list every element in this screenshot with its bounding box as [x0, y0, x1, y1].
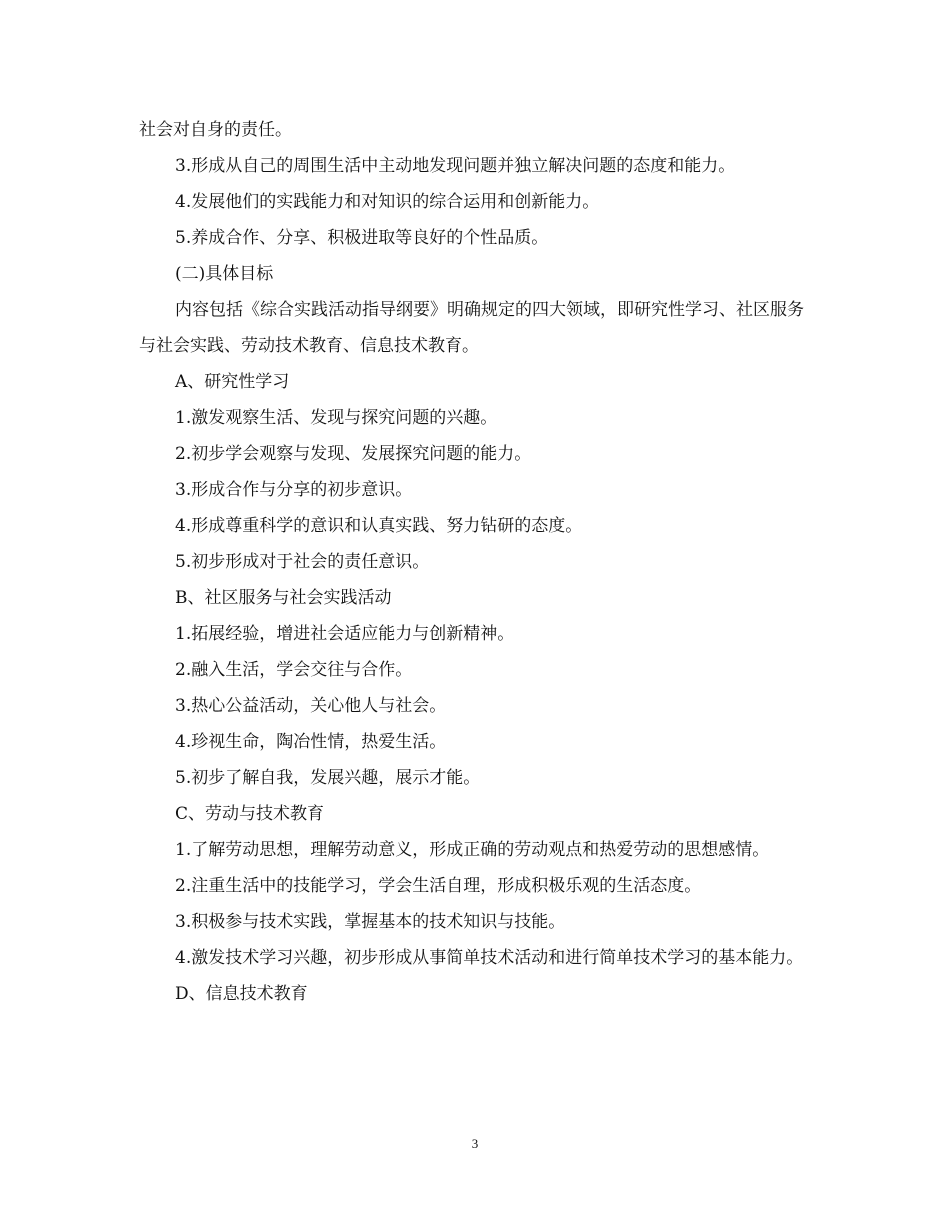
- list-item-c3: 3.积极参与技术实践，掌握基本的技术知识与技能。: [175, 912, 566, 932]
- list-item-a1: 1.激发观察生活、发现与探究问题的兴趣。: [175, 408, 498, 428]
- list-item-b1: 1.拓展经验，增进社会适应能力与创新精神。: [175, 624, 515, 644]
- subheading-labor-technology: C、劳动与技术教育: [175, 804, 325, 824]
- paragraph-content-overview: 内容包括《综合实践活动指导纲要》明确规定的四大领域，即研究性学习、社区服务与社会实践、劳动技术教育、信息技术教育。: [139, 300, 804, 356]
- paragraph-continuation: 社会对自身的责任。: [139, 120, 292, 140]
- section-heading-specific-goals: (二)具体目标: [175, 264, 274, 284]
- list-item-c1: 1.了解劳动思想，理解劳动意义，形成正确的劳动观点和热爱劳动的思想感情。: [175, 840, 770, 860]
- subheading-information-technology: D、信息技术教育: [175, 984, 308, 1004]
- paragraph-goal-5: 5.养成合作、分享、积极进取等良好的个性品质。: [175, 228, 549, 248]
- paragraph-goal-3: 3.形成从自己的周围生活中主动地发现问题并独立解决问题的态度和能力。: [175, 156, 736, 176]
- list-item-a4: 4.形成尊重科学的意识和认真实践、努力钻研的态度。: [175, 516, 583, 536]
- paragraph-goal-4: 4.发展他们的实践能力和对知识的综合运用和创新能力。: [175, 192, 600, 212]
- list-item-b2: 2.融入生活，学会交往与合作。: [175, 660, 413, 680]
- list-item-c4: 4.激发技术学习兴趣，初步形成从事简单技术活动和进行简单技术学习的基本能力。: [175, 948, 804, 968]
- subheading-research-learning: A、研究性学习: [175, 372, 290, 392]
- page-number: 3: [471, 1136, 479, 1151]
- list-item-b4: 4.珍视生命，陶冶性情，热爱生活。: [175, 732, 447, 752]
- subheading-community-service: B、社区服务与社会实践活动: [175, 588, 392, 608]
- list-item-b3: 3.热心公益活动，关心他人与社会。: [175, 696, 447, 716]
- list-item-c2: 2.注重生活中的技能学习，学会生活自理，形成积极乐观的生活态度。: [175, 876, 702, 896]
- list-item-b5: 5.初步了解自我，发展兴趣，展示才能。: [175, 768, 481, 788]
- list-item-a2: 2.初步学会观察与发现、发展探究问题的能力。: [175, 444, 532, 464]
- list-item-a3: 3.形成合作与分享的初步意识。: [175, 480, 413, 500]
- list-item-a5: 5.初步形成对于社会的责任意识。: [175, 552, 430, 572]
- document-body: [139, 112, 819, 1012]
